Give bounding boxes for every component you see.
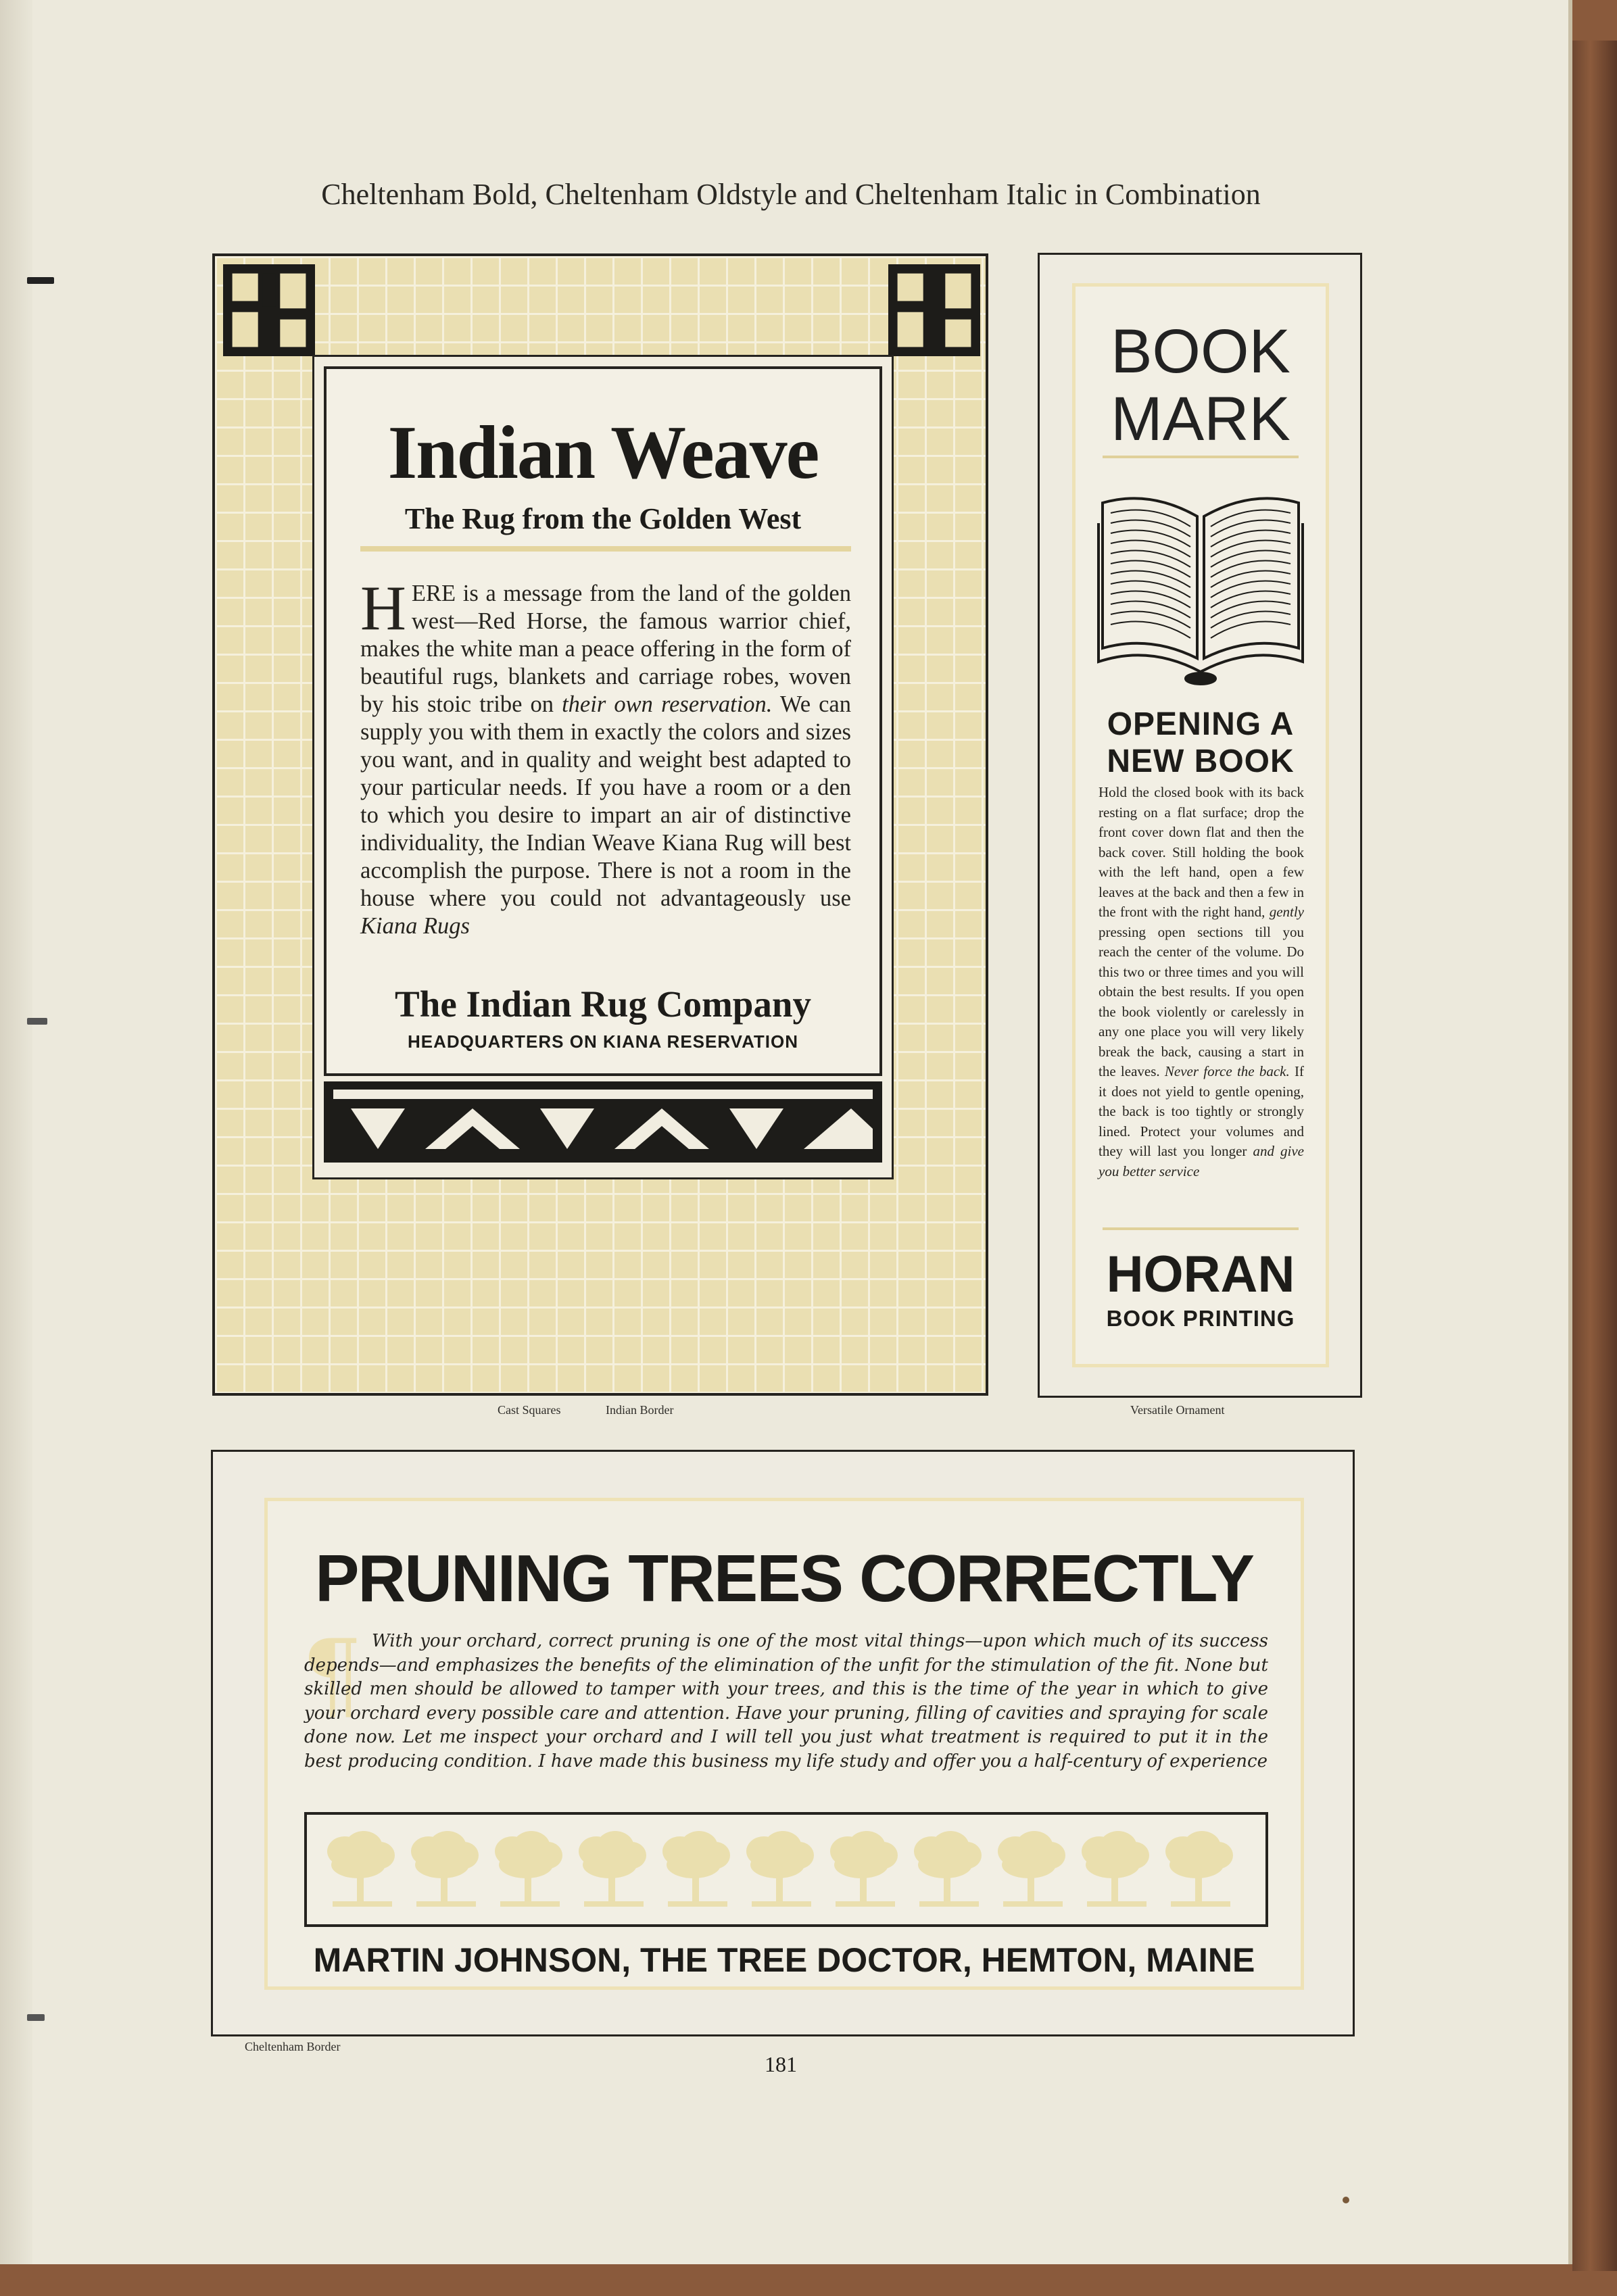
- caption-indian-border: Indian Border: [606, 1403, 674, 1417]
- bookmark-title: BOOK MARK: [1111, 317, 1290, 454]
- bookmark-heading: OPENING A NEW BOOK: [1107, 706, 1295, 779]
- book-cover-edge: [1572, 41, 1617, 2271]
- indian-weave-inner-frame: [312, 355, 894, 1179]
- page-number: 181: [765, 2052, 797, 2076]
- bookmark-inner-frame: [1072, 283, 1329, 1367]
- company-name: HORAN: [1106, 1246, 1295, 1303]
- ad-body-text: HERE is a message from the land of the golden west—Red Horse, the famous warrior chief, makes the white man a peace offering in the form of beautiful rugs, blankets and carriage robes, woven by his stoic tribe on their own reservation. We can supply you with them in exactly the colors and sizes you want, and in quality and weight best adapted to your particular needs. If you have a room or a den to which you desire to impart an air of distinctive individuality, the Indian Weave Kiana Rug will best accomplish the purpose. There is not a room in the house where you could not advantageously use Kiana Rugs: [360, 573, 851, 939]
- caption-cast-squares: Cast Squares: [498, 1403, 561, 1417]
- page-header-title: Cheltenham Bold, Cheltenham Oldstyle and Cheltenham Italic in Combination: [321, 178, 1261, 211]
- open-book-icon: [1096, 476, 1305, 692]
- binding-stitch: [27, 2014, 45, 2021]
- divider-rule: [360, 546, 851, 552]
- tree-ornament: [662, 1831, 730, 1907]
- company-subtitle: BOOK PRINTING: [1106, 1306, 1295, 1331]
- corner-ornament-right: [888, 264, 980, 356]
- paper-spot: [1343, 2197, 1349, 2203]
- tree-ornament: [411, 1831, 479, 1907]
- pruning-inner-frame: [264, 1498, 1304, 1990]
- tree-ornament: [579, 1831, 646, 1907]
- ad-footer: MARTIN JOHNSON, THE TREE DOCTOR, HEMTON, MAINE: [313, 1941, 1255, 1979]
- caption-versatile-ornament: Versatile Ornament: [1130, 1403, 1225, 1417]
- company-headquarters: HEADQUARTERS ON KIANA RESERVATION: [407, 1031, 799, 1052]
- tree-ornament: [327, 1831, 395, 1907]
- tree-ornament: [830, 1831, 898, 1907]
- ad-title: PRUNING TREES CORRECTLY: [315, 1541, 1253, 1615]
- tree-ornament: [914, 1831, 982, 1907]
- ad-title: Indian Weave: [387, 411, 819, 495]
- indian-weave-text-panel: [324, 366, 882, 1076]
- binding-gutter: [0, 0, 32, 2264]
- corner-ornament-left: [223, 264, 315, 356]
- tree-ornament: [1165, 1831, 1233, 1907]
- pruning-trees-ad: [211, 1450, 1355, 2036]
- binding-stitch: [27, 277, 54, 284]
- ad-body-text: With your orchard, correct pruning is one of the most vital things—upon which much of its success depends—and emphasizes the benefits of the elimination of the unfit for the stimulation of the fit. None but skilled men should be allowed to tamper with your trees, and this is the time of the year in which to give your orchard every possible care and attention. Have your pruning, filling of cavities and spraying for scale done now. Let me inspect your orchard and I will tell you just what treatment is required to put it in the best producing condition. I have made this business my life study and offer you a half-century of experience: [304, 1631, 1268, 1772]
- tree-border-frame: [304, 1812, 1268, 1927]
- indian-border-ornament: [324, 1081, 882, 1163]
- tree-row: [307, 1815, 1265, 1924]
- drop-cap: H: [360, 573, 406, 643]
- divider-rule: [1103, 1227, 1299, 1230]
- binding-stitch: [27, 1018, 47, 1025]
- bookmark-ad: [1038, 253, 1362, 1398]
- divider-rule: [1103, 456, 1299, 458]
- tree-ornament: [746, 1831, 814, 1907]
- bookmark-body-text: Hold the closed book with its back resting on a flat surface; drop the front cover down flat and then the back cover. Still holding the book with the left hand, open a few leaves at the back and then a few in the front with the right hand, gently pressing open sections till you reach the center of the volume. Do this two or three times and you will obtain the best results. If you open the book violently or carelessly in any one place you will very likely break the back, causing a start in the leaves. Never force the back. If it does not yield to gentle opening, the back is too tightly or strongly lined. Protect your volumes and they will last you longer and give you better service: [1099, 784, 1304, 1179]
- tree-ornament: [998, 1831, 1065, 1907]
- indian-weave-ad: [212, 253, 988, 1396]
- company-name: The Indian Rug Company: [395, 983, 811, 1025]
- pilcrow-ornament: ¶: [301, 1619, 363, 1731]
- tree-ornament: [495, 1831, 562, 1907]
- tree-ornament: [1082, 1831, 1149, 1907]
- caption-cheltenham-border: Cheltenham Border: [245, 2040, 341, 2053]
- ad-subtitle: The Rug from the Golden West: [404, 502, 802, 535]
